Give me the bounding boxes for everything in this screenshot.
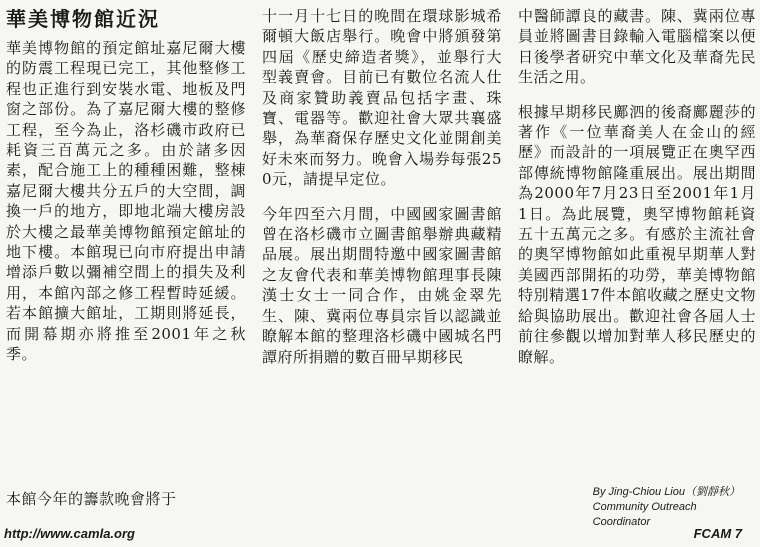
article-paragraph: 華美博物館的預定館址嘉尼爾大樓的防震工程現已完工，其他整修工程也正進行到安裝水電、地板及門窗之部份。為了嘉尼爾大樓的整修工程，至今為止，洛杉磯市政府已耗資三百萬元之多。由於諸多因素，配合施工上的種種困難，整棟嘉尼爾大樓共分五戶的大空間，調換一戶的地方，即地北端大樓房設於大樓之最華美博物館預定館址的地下樓。本館現已向市府提出申請增添戶數以彌補空間上的損失及利用，本館內部之修工程暫時延緩。若本館擴大館址，工期則將延長，而開幕期亦將推至2001年之秋季。: [6, 39, 246, 364]
article-paragraph: 中醫師譚良的藏書。陳、冀兩位專員並將圖書目錄輸入電腦檔案以便日後學者研究中華文化及華裔先民生活之用。: [518, 7, 756, 87]
website-link[interactable]: http://www.camla.org: [4, 526, 135, 541]
article-paragraph: 根據早期移民鄺泗的後裔鄺麗莎的著作《一位華裔美人在金山的經歷》而設計的一項展覽正在奧罕西部傳統博物館隆重展出。展出期間為2000年7月23日至2001年1月1日。為此展覽，奧罕博物館耗資五十五萬元之多。有感於主流社會的奧罕博物館如此重視早期華人對美國西部開拓的功勞，華美博物館特別精選17件本館收藏之歷史文物給與協助展出。歡迎社會各屆人士前往參觀以增加對華人移民歷史的瞭解。: [518, 102, 756, 366]
author-byline: [593, 485, 740, 530]
column-3: [518, 6, 756, 367]
article-title: 華美博物館近況: [6, 7, 160, 31]
article-paragraph: 今年四至六月間，中國國家圖書館曾在洛杉磯市立圖書館舉辦典藏精品展。展出期間特邀中國家圖書館之友會代表和華美博物館理事長陳漢士女士一同合作，由姚金翠先生、陳、冀兩位專員宗旨以認識並瞭解本館的整理洛杉磯中國城名門譚府所捐贈的數百冊早期移民: [262, 204, 502, 366]
author-role-line2: Coordinator: [592, 516, 651, 528]
column-2: [262, 6, 502, 367]
column-1: [6, 6, 246, 365]
author-role-line1: Community Outreach: [592, 501, 697, 513]
article-continuation: 本館今年的籌款晚會將于: [6, 490, 177, 508]
page-number: FCAM 7: [693, 526, 742, 541]
author-name: By Jing-Chiou Liou（劉靜秋）: [592, 486, 740, 498]
article-paragraph: 十一月十七日的晚間在環球影城希爾頓大飯店舉行。晚會中將頒發第四屆《歷史締造者獎》，並舉行大型義賣會。目前已有數位名流人仕及商家贊助義賣品包括字畫、珠寶、電器等。歡迎社會大眾共襄盛舉，為華裔保存歷史文化並開創美好未來而努力。晚會入場券每張250元，請提早定位。: [262, 7, 502, 189]
